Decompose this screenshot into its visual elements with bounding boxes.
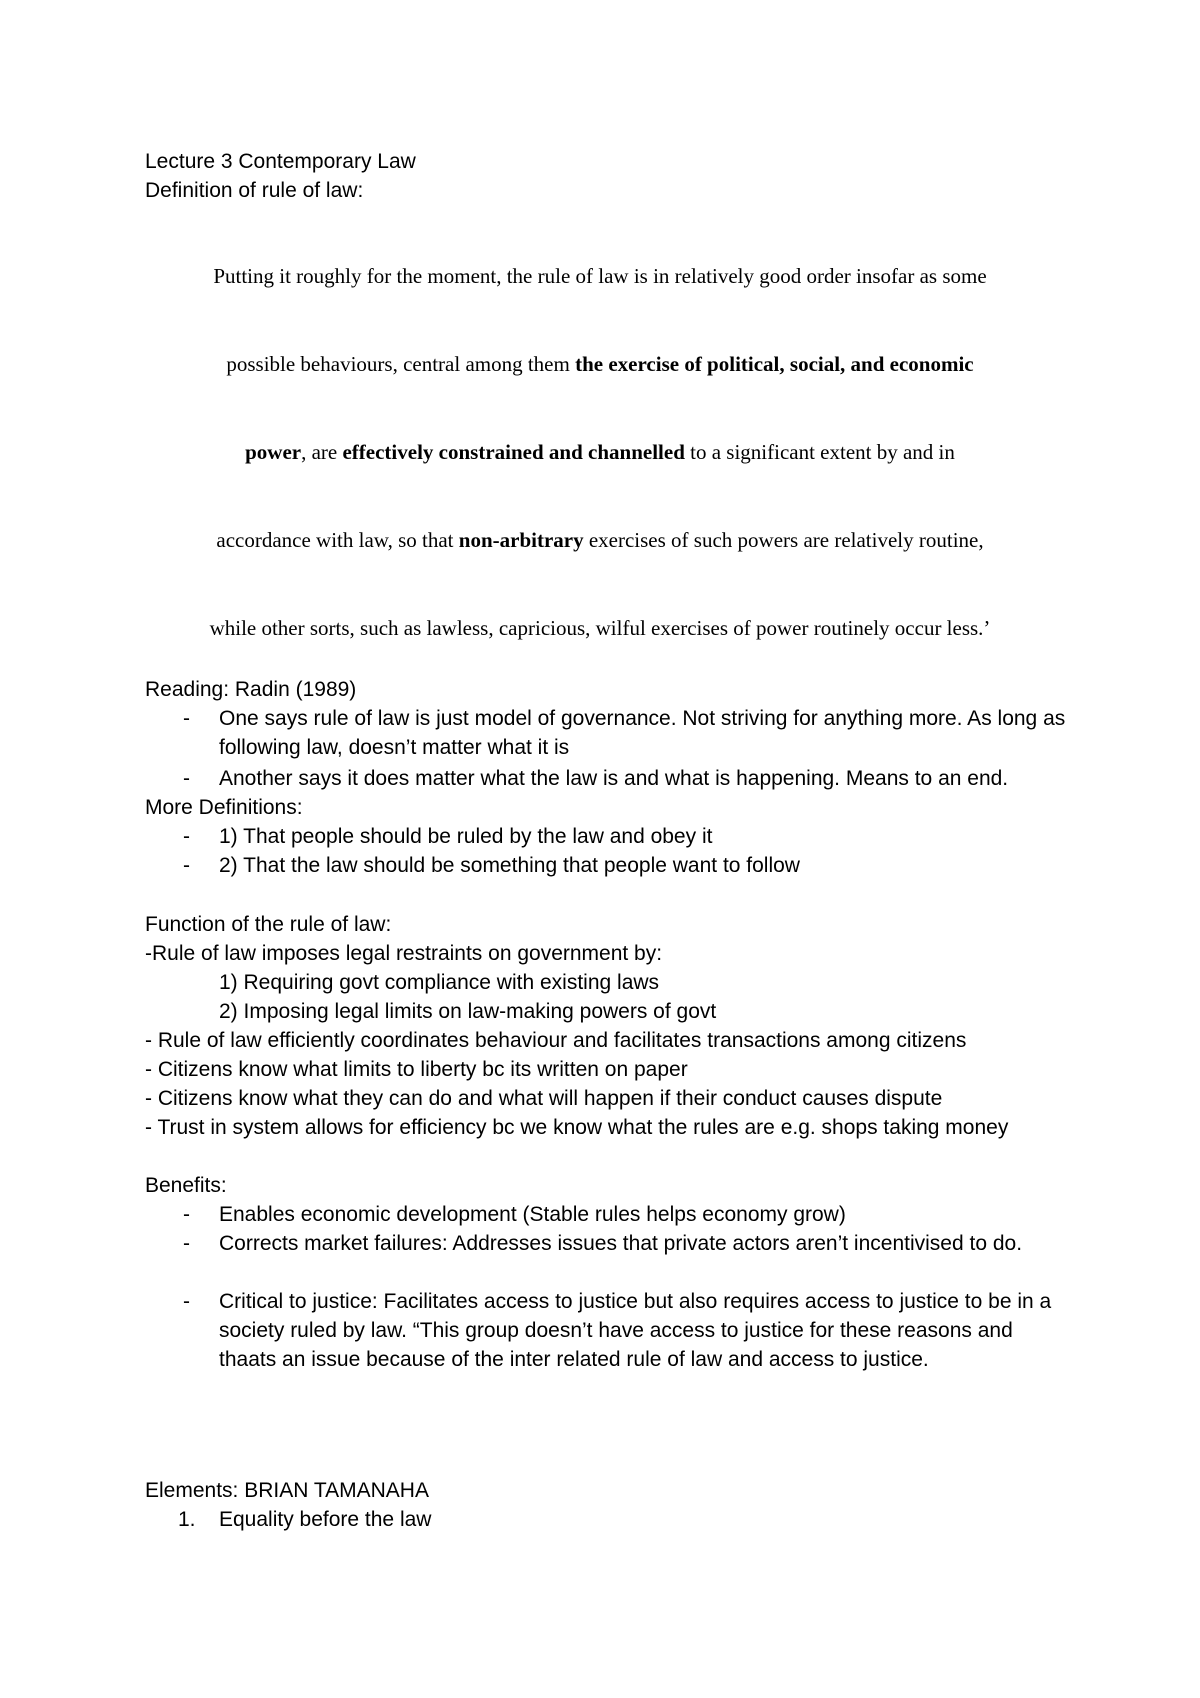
list-item-text: Equality before the law <box>219 1508 432 1531</box>
quote-emphasis: the exercise of political, social, and economic <box>575 352 974 376</box>
function-subitem: 1) Requiring govt compliance with existing laws <box>219 971 660 994</box>
quote-line: while other sorts, such as lawless, capricious, wilful exercises of power routinely occur less.’ <box>209 616 991 640</box>
quote-line: Putting it roughly for the moment, the rule of law is in relatively good order insofar as some <box>213 264 987 288</box>
quote-emphasis: effectively constrained and channelled <box>342 440 685 464</box>
function-line: - Citizens know what limits to liberty bc its written on paper <box>145 1058 688 1081</box>
quote-line: power, are effectively constrained and channelled to a significant extent by and in <box>245 440 955 464</box>
quote-emphasis: non-arbitrary <box>458 528 584 552</box>
list-item-text: Critical to justice: Facilitates access to justice but also requires access to justice to be in a society ruled by law. “This group doesn’t have access to justice for these reasons and thaats an issue because of the inter related rule of law and access to justice. <box>219 1290 1052 1371</box>
function-line: -Rule of law imposes legal restraints on government by: <box>145 942 663 965</box>
list-item-text: One says rule of law is just model of governance. Not striving for anything more. As long as following law, doesn’t matter what it is <box>219 707 1066 759</box>
benefits-heading: Benefits: <box>145 1174 227 1197</box>
bullet-dash: - <box>183 854 190 877</box>
function-subitem: 2) Imposing legal limits on law-making powers of govt <box>219 1000 717 1023</box>
list-item-text: Another says it does matter what the law is and what is happening. Means to an end. <box>219 767 1009 790</box>
more-definitions-heading: More Definitions: <box>145 796 303 819</box>
list-number: 1. <box>178 1508 196 1531</box>
bullet-dash: - <box>183 1232 190 1255</box>
bullet-dash: - <box>183 1290 190 1313</box>
function-line: - Rule of law efficiently coordinates behaviour and facilitates transactions among citizens <box>145 1029 967 1052</box>
function-heading: Function of the rule of law: <box>145 913 392 936</box>
elements-heading: Elements: BRIAN TAMANAHA <box>145 1479 429 1502</box>
function-line: - Trust in system allows for efficiency bc we know what the rules are e.g. shops taking money <box>145 1116 1009 1139</box>
bullet-dash: - <box>183 767 190 790</box>
quote-line: accordance with law, so that non-arbitrary exercises of such powers are relatively routine, <box>216 528 984 552</box>
list-item-text: 2) That the law should be something that people want to follow <box>219 854 800 877</box>
lecture-title: Lecture 3 Contemporary Law <box>145 150 416 173</box>
quote-line: possible behaviours, central among them the exercise of political, social, and economic <box>226 352 974 376</box>
bullet-dash: - <box>183 707 190 730</box>
definition-heading: Definition of rule of law: <box>145 179 364 202</box>
list-item-text: 1) That people should be ruled by the law and obey it <box>219 825 713 848</box>
list-item-text: Corrects market failures: Addresses issues that private actors aren’t incentivised to do. <box>219 1232 1023 1255</box>
reading-heading: Reading: Radin (1989) <box>145 678 357 701</box>
quote-emphasis: power <box>245 440 302 464</box>
bullet-dash: - <box>183 825 190 848</box>
list-item-text: Enables economic development (Stable rules helps economy grow) <box>219 1203 846 1226</box>
function-line: - Citizens know what they can do and what will happen if their conduct causes dispute <box>145 1087 943 1110</box>
bullet-dash: - <box>183 1203 190 1226</box>
